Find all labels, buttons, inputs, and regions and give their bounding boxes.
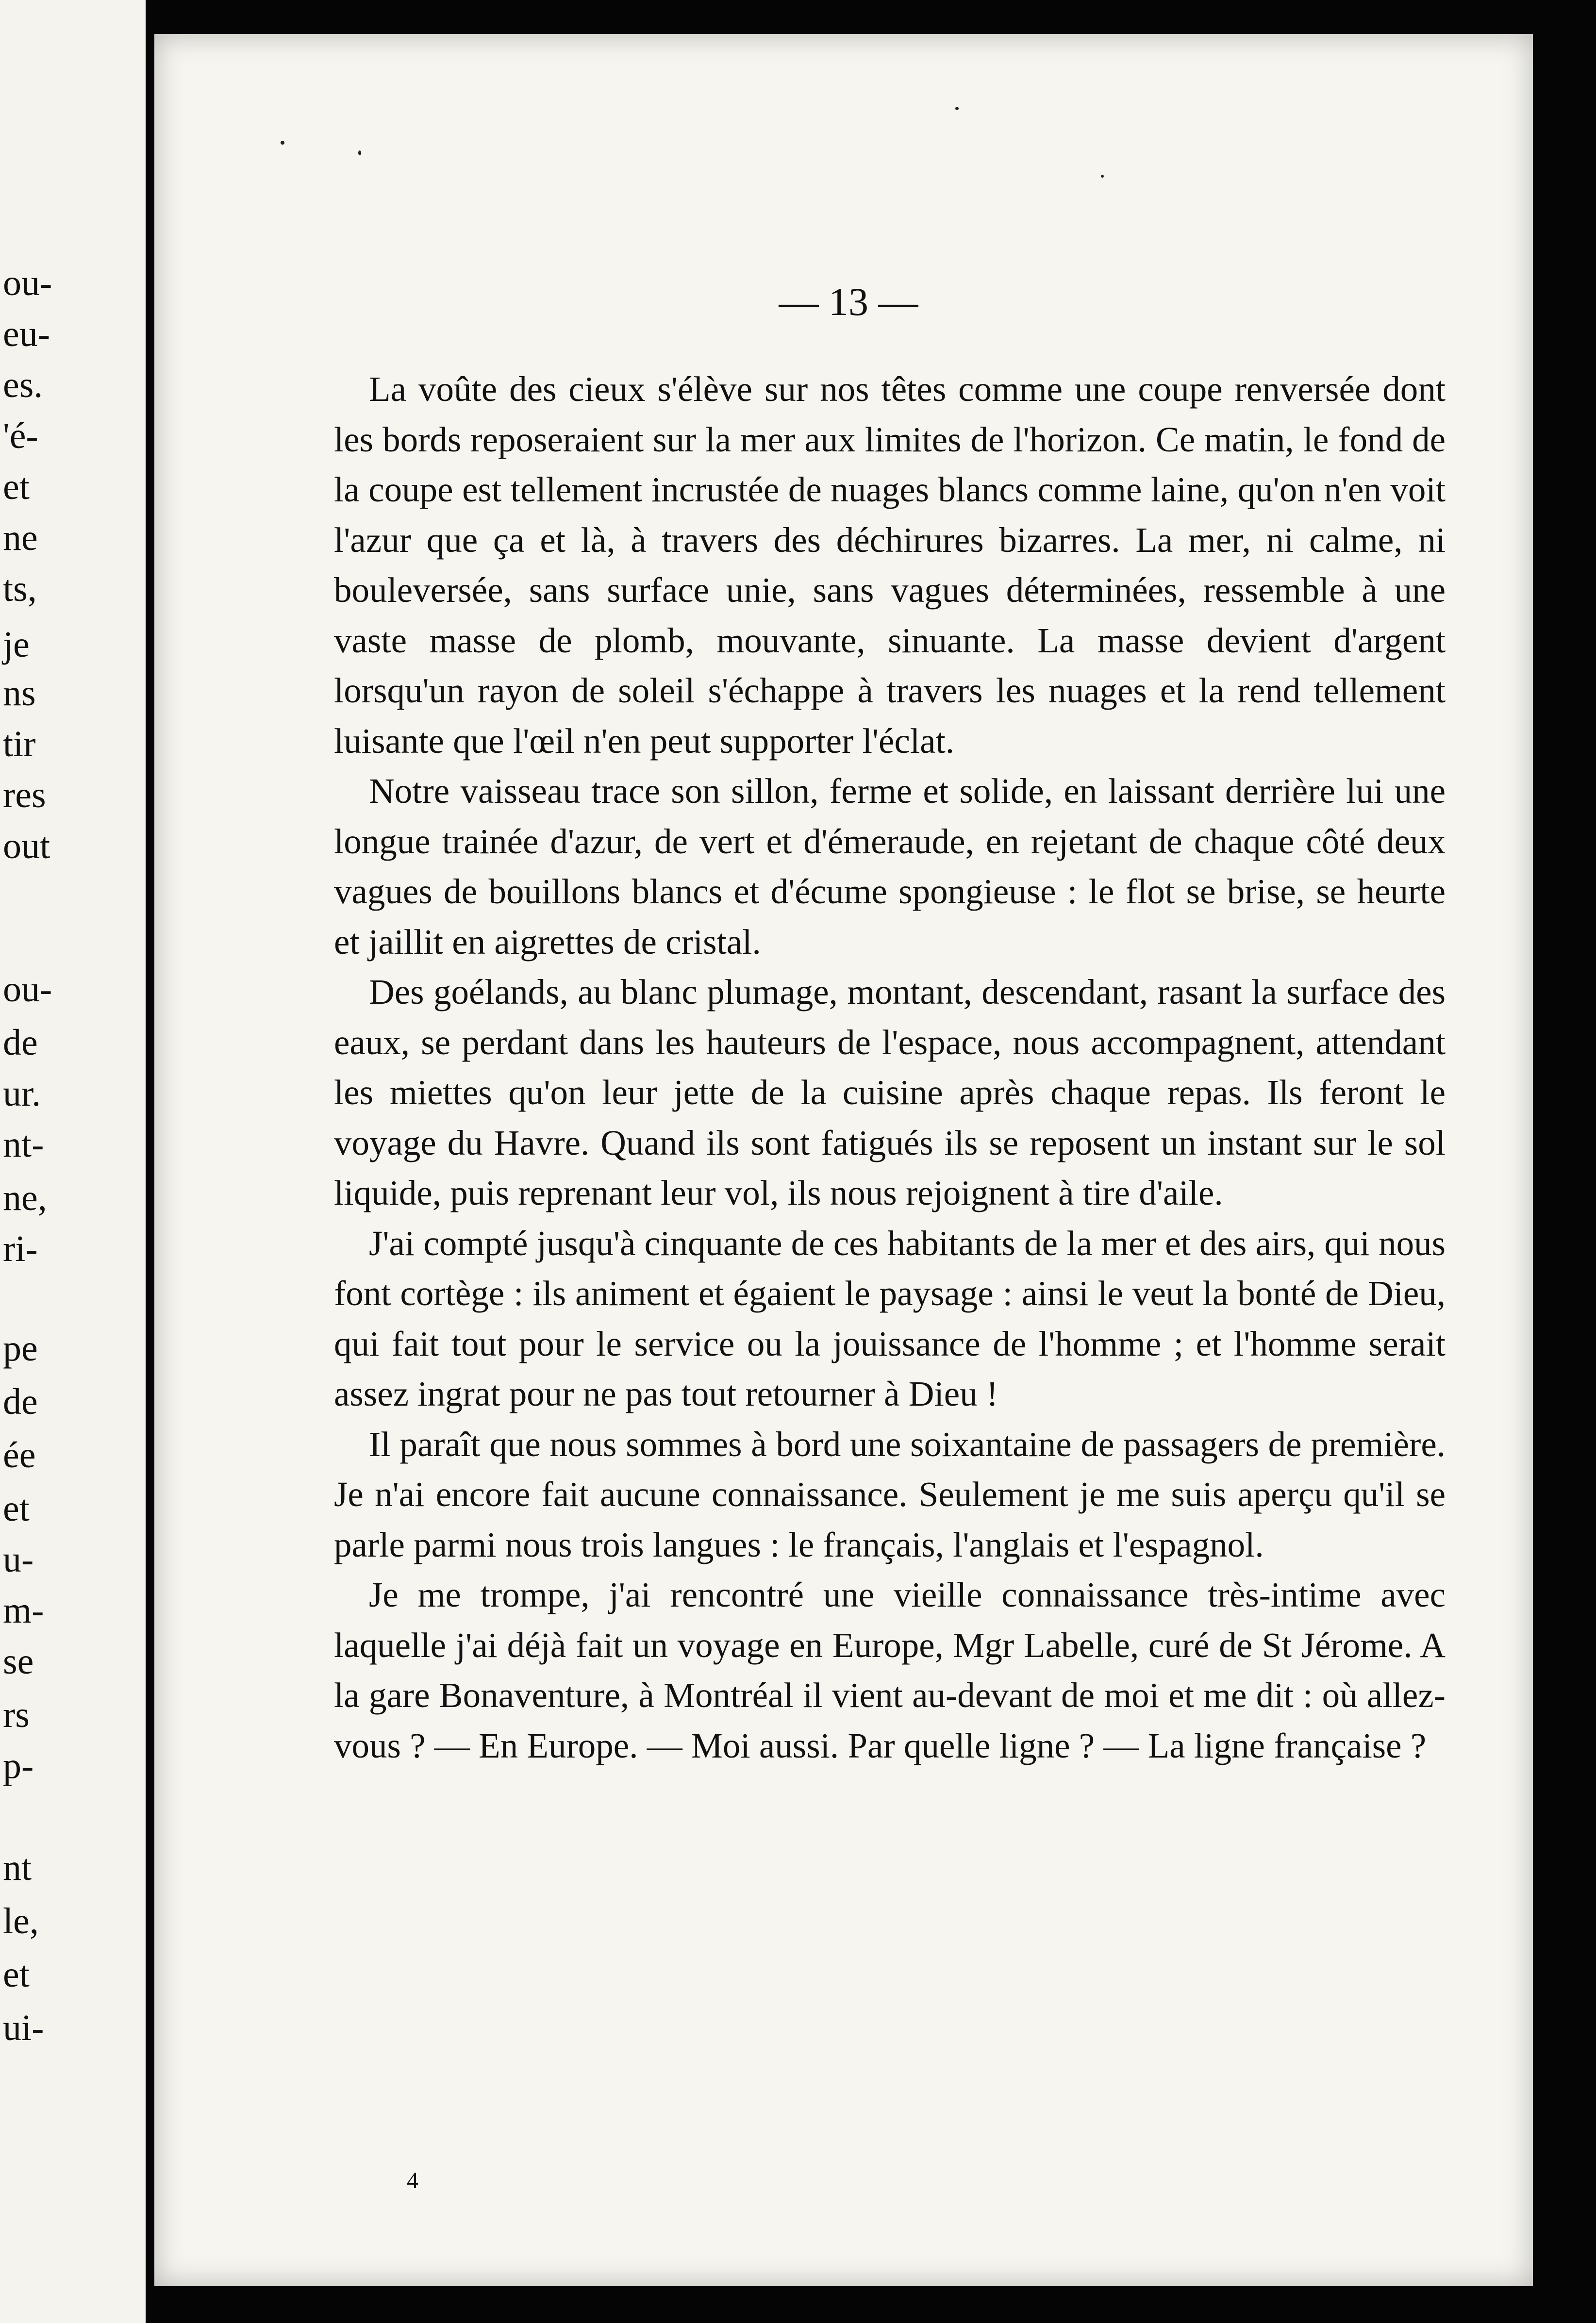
paragraph: La voûte des cieux s'élève sur nos têtes comme une coupe renversée dont les bords reposeraient sur la mer aux limites de l'horizon. Ce matin, le fond de la coupe est tellement incrustée de nuages blancs comme laine, qu'on n'en voit l'azur que ça et là, à travers des déchirures bizarres. La mer, ni calme, ni bouleversée, sans surface unie, sans vagues déterminées, ressemble à une vaste masse de plomb, mouvante, sinuante. La masse devient d'argent lorsqu'un rayon de soleil s'échappe à travers les nuages et la rend tellement luisante que l'œil n'en peut supporter l'éclat. — [334, 369, 1446, 761]
book-page — [154, 34, 1533, 2286]
paragraph: Il paraît que nous sommes à bord une soixantaine de passagers de première. Je n'ai encore fait aucune connaissance. Seulement je me suis aperçu qu'il se parle parmi nous trois langues : le français, l'anglais et l'espagnol. — [334, 1424, 1446, 1564]
paragraph: Notre vaisseau trace son sillon, ferme et solide, en laissant derrière lui une longue trainée d'azur, de vert et d'émeraude, en rejetant de chaque côté deux vagues de bouillons blancs et d'écume spongieuse : le flot se brise, se heurte et jaillit en aigrettes de cristal. — [334, 771, 1446, 962]
margin-fragment: et — [3, 466, 30, 507]
scan-speck — [955, 107, 959, 110]
margin-fragment: de — [3, 1022, 38, 1063]
margin-fragment: m- — [3, 1590, 44, 1631]
margin-fragment: es. — [3, 365, 43, 405]
margin-fragment: ée — [3, 1435, 36, 1476]
margin-fragment: ns — [3, 673, 36, 713]
margin-fragment: 'é- — [3, 415, 38, 456]
paragraph: Je me trompe, j'ai rencontré une vieille connaissance très-intime avec laquelle j'ai déjà fait un voyage en Europe, Mgr Labelle, curé de St Jérome. A la gare Bonaventure, à Montréal il vient au-devant de moi et me dit : où allez-vous ? — En Europe. — Moi aussi. Par quelle ligne ? — La ligne française ? — [334, 1575, 1446, 1765]
margin-fragment: p- — [3, 1745, 34, 1786]
margin-fragment: res — [3, 775, 46, 815]
scan-speck — [1101, 175, 1104, 178]
margin-fragment: de — [3, 1381, 38, 1422]
margin-fragment: out — [3, 826, 50, 866]
margin-fragment: et — [3, 1488, 30, 1529]
margin-fragment: je — [3, 624, 30, 665]
margin-fragment: eu- — [3, 314, 50, 354]
margin-fragment: ts, — [3, 568, 37, 609]
margin-fragment: ou- — [3, 969, 52, 1010]
margin-fragment: ui- — [3, 2008, 44, 2048]
margin-fragment: u- — [3, 1539, 34, 1580]
margin-fragment: se — [3, 1641, 34, 1682]
adjacent-page-edge — [0, 0, 146, 2323]
margin-fragment: tir — [3, 724, 36, 764]
scan-speck — [358, 150, 361, 155]
margin-fragment: nt — [3, 1847, 32, 1888]
margin-fragment: ur. — [3, 1073, 41, 1114]
margin-fragment: ri- — [3, 1228, 38, 1269]
scan-speck — [281, 141, 284, 145]
margin-fragment: rs — [3, 1694, 30, 1735]
margin-fragment: ou- — [3, 263, 52, 303]
margin-fragment: ne — [3, 517, 38, 558]
margin-fragment: ne, — [3, 1178, 47, 1218]
margin-fragment: et — [3, 1954, 30, 1995]
paragraph: J'ai compté jusqu'à cinquante de ces habitants de la mer et des airs, qui nous font cortège : ils animent et égaient le paysage : ainsi le veut la bonté de Dieu, qui fait tout pour le service ou la jouissance de l'homme ; et l'homme serait assez ingrat pour ne pas tout retourner à Dieu ! — [334, 1223, 1446, 1413]
signature-mark: 4 — [407, 2168, 418, 2193]
paragraph: Des goélands, au blanc plumage, montant, descendant, rasant la surface des eaux, se perdant dans les hauteurs de l'espace, nous accompagnent, attendant les miettes qu'on leur jette de la cuisine après chaque repas. Ils feront le voyage du Havre. Quand ils sont fatigués ils se reposent un instant sur le sol liquide, puis reprenant leur vol, ils nous rejoignent à tire d'aile. — [334, 972, 1446, 1212]
margin-fragment: nt- — [3, 1124, 44, 1165]
margin-fragment: pe — [3, 1328, 38, 1369]
page-body — [334, 364, 1446, 1771]
page-number: — 13 — — [779, 280, 918, 324]
margin-fragment: le, — [3, 1901, 39, 1941]
